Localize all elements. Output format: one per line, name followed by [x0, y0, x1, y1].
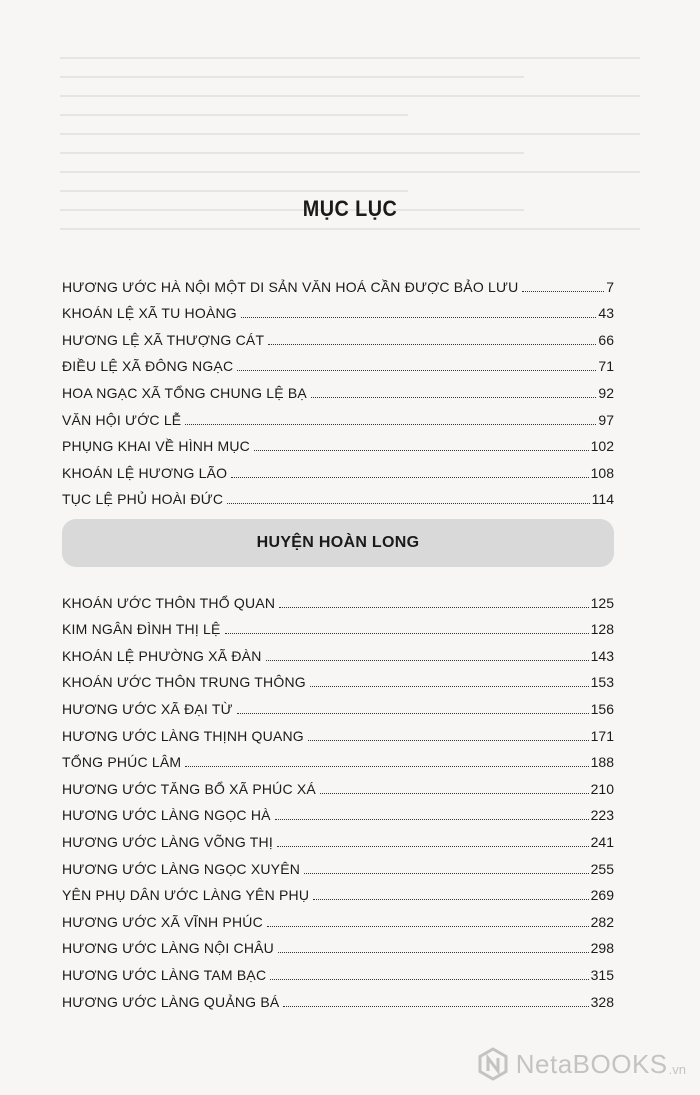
- toc-entry-page: 241: [590, 833, 614, 850]
- dot-leader: [313, 898, 589, 900]
- dot-leader: [283, 1005, 588, 1007]
- toc-entry: [62, 717, 614, 744]
- toc-entry-page: 102: [590, 438, 614, 455]
- toc-entry-title: KHOÁN ƯỚC THÔN TRUNG THÔNG: [62, 674, 306, 691]
- toc-entry-title: HƯƠNG ƯỚC LÀNG NỘI CHÂU: [62, 940, 274, 957]
- toc-entry: [62, 744, 614, 771]
- dot-leader: [237, 712, 589, 714]
- dot-leader: [266, 659, 589, 661]
- netabooks-logo-icon: [476, 1047, 510, 1081]
- toc-entry-title: HƯƠNG ƯỚC TĂNG BỔ XÃ PHÚC XÁ: [62, 780, 316, 797]
- toc-entry-title: KHOÁN LỆ PHƯỜNG XÃ ĐÀN: [62, 647, 262, 664]
- dot-leader: [237, 369, 596, 371]
- toc-entry-page: 97: [598, 411, 614, 428]
- toc-entry: [62, 374, 614, 401]
- dot-leader: [311, 396, 596, 398]
- toc-entry: [62, 584, 614, 611]
- toc-entry-title: KHOÁN LỆ HƯƠNG LÃO: [62, 464, 228, 481]
- toc-entry: [62, 637, 614, 664]
- toc-entry-page: 269: [590, 887, 614, 904]
- toc-entry: [62, 348, 614, 375]
- toc-entry: [62, 930, 614, 957]
- toc-list-hoan-long: [62, 584, 614, 1010]
- toc-entry-title: HƯƠNG ƯỚC XÃ ĐẠI TỪ: [62, 700, 233, 717]
- toc-entry-title: HƯƠNG ƯỚC LÀNG TAM BẠC: [62, 966, 267, 983]
- toc-entry: [62, 797, 614, 824]
- toc-entry-page: 153: [590, 674, 614, 691]
- bleed-through-background: [60, 40, 640, 270]
- watermark-tld: .vn: [668, 1062, 686, 1077]
- toc-entry-page: 143: [590, 647, 614, 664]
- toc-entry: [62, 664, 614, 691]
- section-header: [62, 519, 614, 567]
- toc-entry: [62, 850, 614, 877]
- dot-leader: [279, 606, 588, 608]
- dot-leader: [522, 290, 604, 292]
- dot-leader: [185, 765, 588, 767]
- toc-entry-page: 171: [590, 727, 614, 744]
- toc-entry-page: 71: [598, 358, 614, 375]
- toc-entry: [62, 295, 614, 322]
- toc-entry-page: 210: [590, 780, 614, 797]
- toc-entry-page: 43: [598, 305, 614, 322]
- toc-entry-page: 7: [606, 278, 614, 295]
- toc-entry-title: HƯƠNG ƯỚC LÀNG NGỌC HÀ: [62, 807, 271, 824]
- dot-leader: [268, 343, 596, 345]
- dot-leader: [241, 316, 597, 318]
- toc-entry-title: KHOÁN ƯỚC THÔN THỔ QUAN: [62, 594, 276, 611]
- toc-entry-page: 108: [590, 464, 614, 481]
- toc-entry-page: 315: [590, 966, 614, 983]
- toc-entry-page: 223: [590, 807, 614, 824]
- toc-entry-title: HƯƠNG ƯỚC XÃ VĨNH PHÚC: [62, 913, 263, 930]
- toc-entry: [62, 690, 614, 717]
- dot-leader: [278, 951, 589, 953]
- toc-entry-title: HƯƠNG ƯỚC LÀNG VÕNG THỊ: [62, 833, 273, 850]
- toc-entry: [62, 428, 614, 455]
- toc-entry-page: 125: [590, 594, 614, 611]
- dot-leader: [267, 925, 589, 927]
- toc-entry: [62, 401, 614, 428]
- toc-entry-title: HƯƠNG LỆ XÃ THƯỢNG CÁT: [62, 331, 265, 348]
- toc-entry-title: HOA NGẠC XÃ TỔNG CHUNG LỆ BẠ: [62, 384, 307, 401]
- toc-entry: [62, 903, 614, 930]
- dot-leader: [254, 449, 589, 451]
- toc-entry-title: HƯƠNG ƯỚC HÀ NỘI MỘT DI SẢN VĂN HOÁ CẦN ĐƯỢC BẢO LƯU: [62, 278, 519, 295]
- toc-entry-page: 188: [590, 754, 614, 771]
- toc-entry-page: 92: [598, 384, 614, 401]
- toc-entry: [62, 481, 614, 508]
- toc-entry-page: 156: [590, 700, 614, 717]
- toc-entry: [62, 268, 614, 295]
- dot-leader: [320, 792, 589, 794]
- toc-entry-title: VĂN HỘI ƯỚC LỄ: [62, 411, 182, 428]
- toc-entry: [62, 877, 614, 904]
- toc-entry-page: 298: [590, 940, 614, 957]
- toc-entry: [62, 611, 614, 638]
- watermark: [476, 1047, 686, 1081]
- toc-entry-title: PHỤNG KHAI VỀ HÌNH MỤC: [62, 438, 250, 455]
- toc-entry: [62, 956, 614, 983]
- toc-entry: [62, 983, 614, 1010]
- toc-entry-page: 66: [598, 331, 614, 348]
- dot-leader: [275, 818, 589, 820]
- watermark-brand: NetaBOOKS: [515, 1048, 668, 1079]
- toc-entry-page: 114: [591, 491, 614, 508]
- toc-entry-page: 128: [590, 621, 614, 638]
- page-title: MỤC LỤC: [302, 196, 398, 221]
- toc-list-main: [62, 268, 614, 507]
- toc-entry-title: TỔNG PHÚC LÂM: [62, 754, 182, 771]
- dot-leader: [310, 685, 589, 687]
- toc-entry-page: 255: [590, 860, 614, 877]
- dot-leader: [308, 739, 589, 741]
- toc-entry-title: HƯƠNG ƯỚC LÀNG NGỌC XUYÊN: [62, 860, 301, 877]
- toc-entry: [62, 770, 614, 797]
- toc-entry: [62, 321, 614, 348]
- dot-leader: [277, 845, 589, 847]
- toc-entry-title: KHOÁN LỆ XÃ TU HOÀNG: [62, 305, 237, 322]
- dot-leader: [227, 502, 589, 504]
- toc-entry-title: TỤC LỆ PHỦ HOÀI ĐỨC: [62, 491, 224, 508]
- section-title: HUYỆN HOÀN LONG: [256, 534, 420, 551]
- toc-entry: [62, 454, 614, 481]
- toc-entry-page: 282: [590, 913, 614, 930]
- dot-leader: [225, 632, 589, 634]
- toc-entry-title: ĐIỀU LỆ XÃ ĐÔNG NGẠC: [62, 358, 234, 375]
- toc-entry-title: HƯƠNG ƯỚC LÀNG QUẢNG BÁ: [62, 993, 280, 1010]
- toc-entry: [62, 823, 614, 850]
- dot-leader: [231, 476, 588, 478]
- toc-entry-title: HƯƠNG ƯỚC LÀNG THỊNH QUANG: [62, 727, 304, 744]
- dot-leader: [185, 423, 596, 425]
- toc-entry-title: YÊN PHỤ DÂN ƯỚC LÀNG YÊN PHỤ: [62, 887, 310, 904]
- toc-entry-page: 328: [590, 993, 614, 1010]
- dot-leader: [304, 872, 589, 874]
- dot-leader: [270, 978, 588, 980]
- toc-entry-title: KIM NGÂN ĐÌNH THỊ LỆ: [62, 621, 221, 638]
